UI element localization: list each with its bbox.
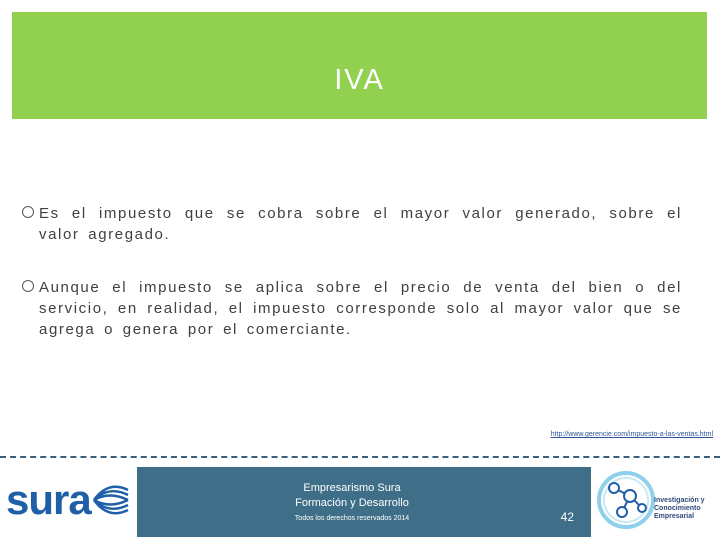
footer-line-program: Empresarismo Sura <box>303 482 401 494</box>
footer-box <box>137 467 591 537</box>
bullet-item <box>22 203 682 245</box>
molecule-icon <box>596 468 658 538</box>
hollow-circle-bullet-icon <box>22 280 34 292</box>
bullet-text: Aunque el impuesto se aplica sobre el precio de venta del bien o del servicio, en realidad, el impuesto corresponde solo al mayor valor que se agrega o genera por el comerciante. <box>39 279 682 338</box>
source-link[interactable]: http://www.gerencie.com/impuesto-a-las-ventas.html <box>550 431 713 438</box>
investigacion-logo <box>594 466 720 540</box>
footer-copyright: Todos los derechos reservados 2014 <box>294 515 410 522</box>
bullet-text: Es el impuesto que se cobra sobre el mayor valor generado, sobre el valor agregado. <box>39 205 682 243</box>
footer-line-area: Formación y Desarrollo <box>295 497 409 509</box>
sura-logo-text: sura <box>6 476 91 523</box>
bullet-item <box>22 277 682 340</box>
title-bar <box>12 12 707 119</box>
hollow-circle-bullet-icon <box>22 206 34 218</box>
sura-logo <box>6 474 130 526</box>
investigacion-logo-text: Investigación y Conocimiento Empresarial <box>654 497 705 520</box>
footer-divider <box>0 456 720 458</box>
slide-title: IVA <box>334 64 385 96</box>
sura-wings-icon <box>92 480 130 520</box>
footer-text <box>232 481 472 527</box>
page-number: 42 <box>560 510 574 524</box>
